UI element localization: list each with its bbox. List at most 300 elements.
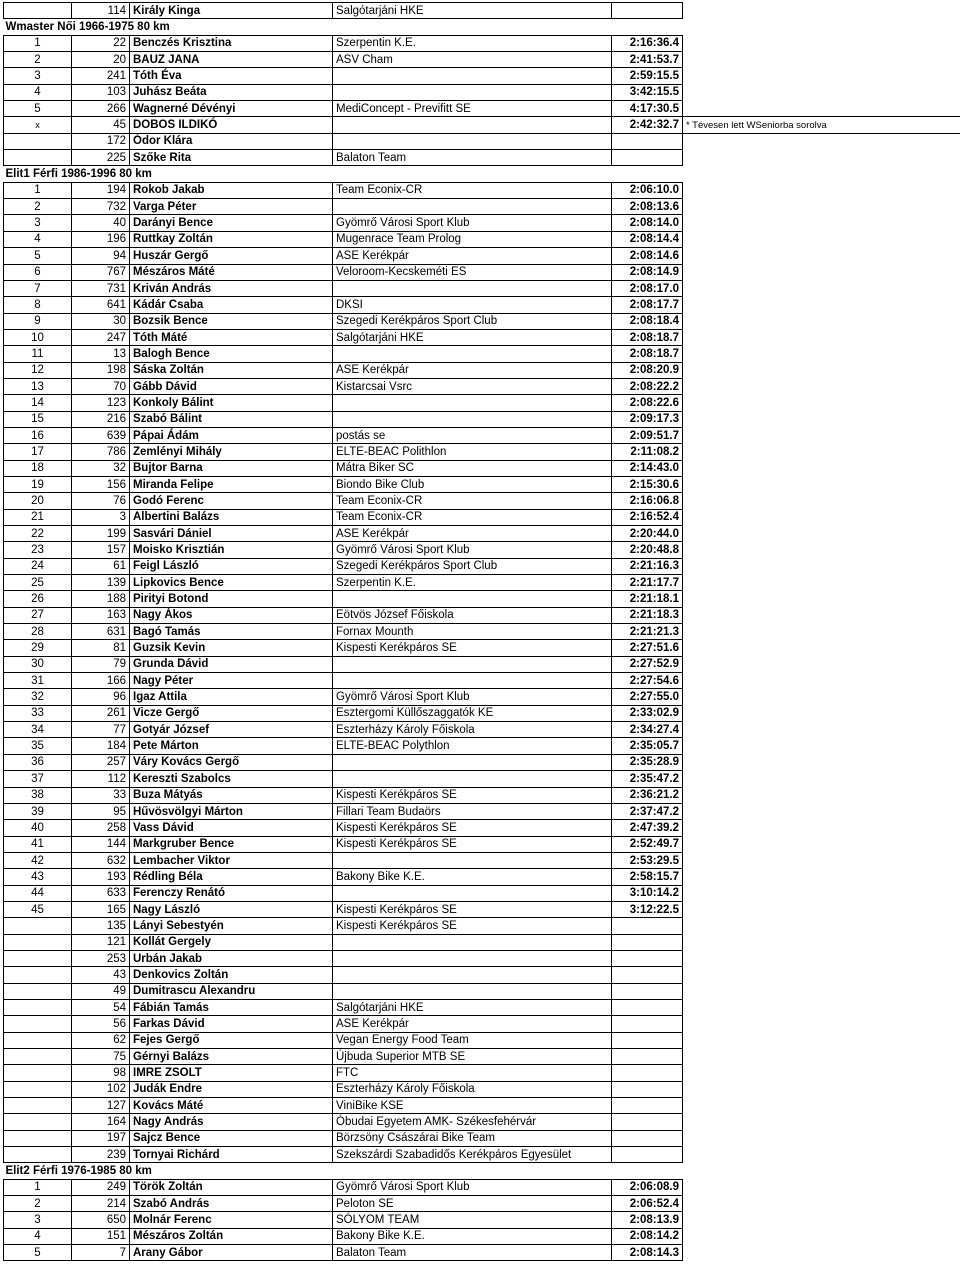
result-row [4,771,960,787]
result-row [4,803,960,819]
finish-time-cell [612,1114,683,1130]
finish-time-cell [612,1147,683,1163]
note-cell [683,526,960,542]
rider-name-cell: Tóth Máté [130,329,333,345]
note-cell [683,3,960,19]
note-cell [683,542,960,558]
result-row [4,117,960,133]
note-cell [683,117,960,133]
rider-name-cell: Bujtor Barna [130,460,333,476]
result-row [4,52,960,68]
note-cell [683,493,960,509]
result-row [4,901,960,917]
result-row [4,526,960,542]
club-cell: Team Econix-CR [333,509,612,525]
note-cell [683,460,960,476]
club-cell: Gyömrő Városi Sport Klub [333,215,612,231]
rider-name-cell: Gotyár József [130,722,333,738]
note-cell [683,1049,960,1065]
rider-name-cell: Kereszti Szabolcs [130,771,333,787]
club-cell: Kistarcsai Vsrc [333,378,612,394]
finish-time-cell [612,133,683,149]
bib-number-cell: 96 [72,689,130,705]
bib-number-cell: 81 [72,640,130,656]
rider-name-cell: Farkas Dávid [130,1016,333,1032]
bib-number-cell: 214 [72,1196,130,1212]
note-cell [683,1179,960,1195]
bib-number-cell: 641 [72,297,130,313]
place-cell: 14 [4,395,72,411]
club-cell: Szerpentin K.E. [333,35,612,51]
note-cell [683,133,960,149]
place-cell: 17 [4,444,72,460]
finish-time-cell: 2:21:21.3 [612,624,683,640]
note-cell [683,329,960,345]
place-cell: 2 [4,199,72,215]
rider-name-cell: Lembacher Viktor [130,852,333,868]
rider-name-cell: Gább Dávid [130,378,333,394]
note-cell [683,754,960,770]
bib-number-cell: 247 [72,329,130,345]
rider-name-cell: Pirityi Botond [130,591,333,607]
place-cell [4,967,72,983]
finish-time-cell: 2:41:53.7 [612,52,683,68]
rider-name-cell: Bagó Tamás [130,624,333,640]
note-cell [683,52,960,68]
place-cell: 42 [4,852,72,868]
rider-name-cell: Urbán Jakab [130,950,333,966]
bib-number-cell: 112 [72,771,130,787]
club-cell: Balaton Team [333,1245,612,1261]
club-cell: Kispesti Kerékpáros SE [333,787,612,803]
rider-name-cell: Kádár Csaba [130,297,333,313]
rider-name-cell: Godó Ferenc [130,493,333,509]
place-cell: 4 [4,231,72,247]
note-cell [683,689,960,705]
finish-time-cell: 2:11:08.2 [612,444,683,460]
finish-time-cell: 2:21:17.7 [612,575,683,591]
club-cell: Fillari Team Budaörs [333,803,612,819]
bib-number-cell: 40 [72,215,130,231]
rider-name-cell: Szabó Bálint [130,411,333,427]
club-cell: Salgótarjáni HKE [333,329,612,345]
note-cell [683,395,960,411]
rider-name-cell: Ruttkay Zoltán [130,231,333,247]
bib-number-cell: 239 [72,1147,130,1163]
result-row [4,509,960,525]
bib-number-cell: 639 [72,427,130,443]
club-cell: Gyömrő Városi Sport Klub [333,689,612,705]
place-cell [4,950,72,966]
club-cell: ViniBike KSE [333,1098,612,1114]
place-cell: 32 [4,689,72,705]
finish-time-cell: 4:17:30.5 [612,101,683,117]
note-cell [683,983,960,999]
rider-name-cell: Kovács Máté [130,1098,333,1114]
club-cell: ASE Kerékpár [333,526,612,542]
note-cell [683,444,960,460]
finish-time-cell: 2:08:18.7 [612,346,683,362]
place-cell [4,1114,72,1130]
finish-time-cell: 2:33:02.9 [612,705,683,721]
finish-time-cell: 2:08:14.3 [612,1245,683,1261]
place-cell: 33 [4,705,72,721]
bib-number-cell: 261 [72,705,130,721]
finish-time-cell [612,967,683,983]
place-cell: 38 [4,787,72,803]
club-cell: Team Econix-CR [333,493,612,509]
finish-time-cell [612,999,683,1015]
note-cell [683,591,960,607]
note-cell [683,836,960,852]
category-header-row [4,1163,960,1179]
bib-number-cell: 94 [72,248,130,264]
bib-number-cell: 157 [72,542,130,558]
note-cell [683,918,960,934]
place-cell: 39 [4,803,72,819]
note-cell [683,558,960,574]
bib-number-cell: 56 [72,1016,130,1032]
note-cell [683,427,960,443]
note-cell [683,885,960,901]
bib-number-cell: 225 [72,150,130,166]
place-cell [4,999,72,1015]
result-row [4,248,960,264]
rider-name-cell: Guzsik Kevin [130,640,333,656]
club-cell [333,591,612,607]
rider-name-cell: Nagy András [130,1114,333,1130]
club-cell: DKSI [333,297,612,313]
finish-time-cell: 2:16:52.4 [612,509,683,525]
place-cell: 44 [4,885,72,901]
rider-name-cell: Feigl László [130,558,333,574]
finish-time-cell: 2:14:43.0 [612,460,683,476]
finish-time-cell [612,150,683,166]
place-cell: 26 [4,591,72,607]
result-row [4,182,960,198]
result-row [4,1228,960,1244]
place-cell: 13 [4,378,72,394]
place-cell: 15 [4,411,72,427]
note-cell [683,150,960,166]
place-cell: 6 [4,264,72,280]
result-row [4,150,960,166]
club-cell: Salgótarjáni HKE [333,999,612,1015]
result-row [4,640,960,656]
club-cell: SÓLYOM TEAM [333,1212,612,1228]
club-cell [333,934,612,950]
finish-time-cell: 2:21:18.3 [612,607,683,623]
result-row [4,820,960,836]
club-cell [333,673,612,689]
club-cell: Esztergomi Küllőszaggatók KE [333,705,612,721]
club-cell [333,199,612,215]
club-cell: FTC [333,1065,612,1081]
result-row [4,1212,960,1228]
note-cell [683,280,960,296]
result-row [4,84,960,100]
place-cell: 22 [4,526,72,542]
club-cell: Kispesti Kerékpáros SE [333,901,612,917]
result-row [4,1130,960,1146]
finish-time-cell: 2:06:52.4 [612,1196,683,1212]
club-cell [333,84,612,100]
rider-name-cell: Szabó András [130,1196,333,1212]
result-row [4,1081,960,1097]
result-row [4,787,960,803]
finish-time-cell: 2:06:10.0 [612,182,683,198]
result-row [4,656,960,672]
bib-number-cell: 188 [72,591,130,607]
rider-name-cell: Miranda Felipe [130,476,333,492]
place-cell: 1 [4,35,72,51]
result-row [4,264,960,280]
result-row [4,1049,960,1065]
result-row [4,1196,960,1212]
rider-name-cell: Darányi Bence [130,215,333,231]
rider-name-cell: Török Zoltán [130,1179,333,1195]
club-cell: Vegan Energy Food Team [333,1032,612,1048]
place-cell [4,918,72,934]
rider-name-cell: IMRE ZSOLT [130,1065,333,1081]
bib-number-cell: 98 [72,1065,130,1081]
finish-time-cell: 2:08:17.7 [612,297,683,313]
category-header-row [4,19,960,35]
result-row [4,460,960,476]
place-cell: 45 [4,901,72,917]
club-cell [333,68,612,84]
result-row [4,378,960,394]
bib-number-cell: 139 [72,575,130,591]
rider-name-cell: Grunda Dávid [130,656,333,672]
result-row [4,101,960,117]
finish-time-cell [612,3,683,19]
finish-time-cell: 2:08:20.9 [612,362,683,378]
place-cell: 40 [4,820,72,836]
rider-name-cell: Bozsik Bence [130,313,333,329]
club-cell: Eötvös József Főiskola [333,607,612,623]
bib-number-cell: 13 [72,346,130,362]
finish-time-cell [612,1081,683,1097]
note-cell [683,68,960,84]
finish-time-cell: 2:08:14.4 [612,231,683,247]
bib-number-cell: 76 [72,493,130,509]
bib-number-cell: 257 [72,754,130,770]
bib-number-cell: 767 [72,264,130,280]
result-row [4,476,960,492]
result-row [4,395,960,411]
bib-number-cell: 786 [72,444,130,460]
category-header-row [4,166,960,182]
result-row [4,1016,960,1032]
place-cell: 3 [4,1212,72,1228]
rider-name-cell: Huszár Gergő [130,248,333,264]
finish-time-cell: 2:08:22.6 [612,395,683,411]
finish-time-cell [612,1065,683,1081]
note-cell [683,362,960,378]
bib-number-cell: 164 [72,1114,130,1130]
note-cell [683,820,960,836]
place-cell [4,1016,72,1032]
club-cell: Kispesti Kerékpáros SE [333,918,612,934]
bib-number-cell: 650 [72,1212,130,1228]
club-cell: Kispesti Kerékpáros SE [333,836,612,852]
result-row [4,624,960,640]
note-cell [683,231,960,247]
club-cell: Szerpentin K.E. [333,575,612,591]
finish-time-cell [612,950,683,966]
place-cell: 2 [4,52,72,68]
bib-number-cell: 43 [72,967,130,983]
rider-name-cell: Rédling Béla [130,869,333,885]
finish-time-cell: 2:53:29.5 [612,852,683,868]
bib-number-cell: 194 [72,182,130,198]
finish-time-cell: 2:21:16.3 [612,558,683,574]
result-row [4,444,960,460]
rider-name-cell: Kollát Gergely [130,934,333,950]
club-cell [333,771,612,787]
finish-time-cell [612,1032,683,1048]
result-row [4,836,960,852]
finish-time-cell: 2:35:28.9 [612,754,683,770]
note-cell [683,967,960,983]
place-cell: 43 [4,869,72,885]
note-cell [683,901,960,917]
note-cell [683,1032,960,1048]
club-cell [333,411,612,427]
note-cell [683,248,960,264]
rider-name-cell: DOBOS ILDIKÓ [130,117,333,133]
result-row [4,950,960,966]
note-cell [683,607,960,623]
rider-name-cell: Markgruber Bence [130,836,333,852]
place-cell: 3 [4,215,72,231]
place-cell: 20 [4,493,72,509]
note-cell [683,346,960,362]
finish-time-cell: 2:42:32.7 [612,117,683,133]
club-cell: Balaton Team [333,150,612,166]
result-row [4,999,960,1015]
bib-number-cell: 32 [72,460,130,476]
bib-number-cell: 199 [72,526,130,542]
finish-time-cell: 2:27:51.6 [612,640,683,656]
result-row [4,869,960,885]
bib-number-cell: 30 [72,313,130,329]
note-cell [683,852,960,868]
result-row [4,1114,960,1130]
result-row [4,542,960,558]
finish-time-cell: 3:42:15.5 [612,84,683,100]
rider-name-cell: Nagy Ákos [130,607,333,623]
result-row [4,1179,960,1195]
note-cell [683,738,960,754]
place-cell: 21 [4,509,72,525]
finish-time-cell: 3:10:14.2 [612,885,683,901]
club-cell: Szegedi Kerékpáros Sport Club [333,313,612,329]
result-row [4,215,960,231]
result-row [4,133,960,149]
bib-number-cell: 61 [72,558,130,574]
rider-name-cell: Hűvösvölgyi Márton [130,803,333,819]
result-row [4,967,960,983]
place-cell: 29 [4,640,72,656]
place-cell [4,150,72,166]
rider-name-cell: Varga Péter [130,199,333,215]
bib-number-cell: 77 [72,722,130,738]
finish-time-cell: 2:08:14.9 [612,264,683,280]
place-cell: x [4,117,72,133]
place-cell [4,1130,72,1146]
place-cell [4,1049,72,1065]
rider-name-cell: Tóth Éva [130,68,333,84]
rider-name-cell: Nagy László [130,901,333,917]
note-cell [683,1114,960,1130]
finish-time-cell: 2:27:54.6 [612,673,683,689]
bib-number-cell: 135 [72,918,130,934]
rider-name-cell: Gérnyi Balázs [130,1049,333,1065]
rider-name-cell: Dumitrascu Alexandru [130,983,333,999]
place-cell: 2 [4,1196,72,1212]
club-cell: Biondo Bike Club [333,476,612,492]
rider-name-cell: Moisko Krisztián [130,542,333,558]
club-cell: Kispesti Kerékpáros SE [333,820,612,836]
rider-name-cell: Sáska Zoltán [130,362,333,378]
rider-name-cell: Fábián Tamás [130,999,333,1015]
note-cell [683,803,960,819]
club-cell: postás se [333,427,612,443]
result-row [4,313,960,329]
finish-time-cell: 2:58:15.7 [612,869,683,885]
result-row [4,329,960,345]
bib-number-cell: 95 [72,803,130,819]
club-cell: Bakony Bike K.E. [333,1228,612,1244]
place-cell [4,133,72,149]
place-cell [4,1098,72,1114]
rider-name-cell: Váry Kovács Gergő [130,754,333,770]
result-row [4,852,960,868]
bib-number-cell: 198 [72,362,130,378]
club-cell: Gyömrő Városi Sport Klub [333,542,612,558]
result-row [4,1098,960,1114]
result-row [4,918,960,934]
finish-time-cell: 2:16:06.8 [612,493,683,509]
place-cell: 18 [4,460,72,476]
club-cell: Eszterházy Károly Főiskola [333,1081,612,1097]
bib-number-cell: 258 [72,820,130,836]
result-row [4,411,960,427]
rider-name-cell: Ferenczy Renátó [130,885,333,901]
rider-name-cell: Sajcz Bence [130,1130,333,1146]
bib-number-cell: 54 [72,999,130,1015]
finish-time-cell: 2:08:13.9 [612,1212,683,1228]
finish-time-cell: 3:12:22.5 [612,901,683,917]
place-cell: 4 [4,1228,72,1244]
place-cell: 4 [4,84,72,100]
result-row [4,1245,960,1261]
rider-name-cell: Albertini Balázs [130,509,333,525]
rider-name-cell: Mészáros Máté [130,264,333,280]
place-cell: 27 [4,607,72,623]
bib-number-cell: 241 [72,68,130,84]
note-cell [683,182,960,198]
place-cell: 37 [4,771,72,787]
rider-name-cell: Molnár Ferenc [130,1212,333,1228]
bib-number-cell: 151 [72,1228,130,1244]
bib-number-cell: 127 [72,1098,130,1114]
bib-number-cell: 20 [72,52,130,68]
result-row [4,934,960,950]
club-cell: Mátra Biker SC [333,460,612,476]
